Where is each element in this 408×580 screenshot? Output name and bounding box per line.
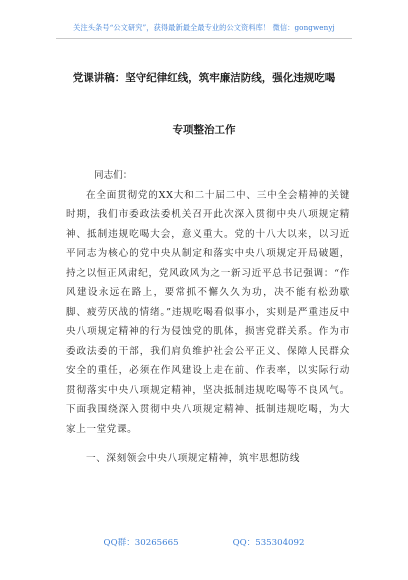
footer-qq: QQ：535304092 xyxy=(232,538,305,548)
header-divider xyxy=(56,38,352,39)
greeting: 同志们： xyxy=(94,170,133,181)
document-body xyxy=(66,166,350,469)
footer-qq-group: QQ群：30265665 xyxy=(103,538,179,548)
section-heading: 一、深刻领会中央八项规定精神，筑牢思想防线 xyxy=(86,453,301,464)
body-paragraph: 在全面贯彻党的XX大和二十届二中、三中全会精神的关键时期，我们市委政法委机关召开此次深入贯彻中央八项规定精神、抵制违规吃喝大会，意义重大。党的十八大以来，以习近平同志为核心的党中央从制定和落实中央八项规定开局破题，持之以恒正风肃纪，党风政风为之一新习近平总书记强调：“作风建设永远在路上，要常抓不懈久久为功，决不能有松劲歇脚、疲劳厌战的情绪。”违规吃喝看似事小，实则是严重违反中央八项规定精神的行为侵蚀党的肌体，损害党群关系。作为市委政法委的干部，我们肩负维护社会公平正义、保障人民群众安全的重任，必须在作风建设上走在前、作表率，以实际行动贯彻落实中央八项规定精神，坚决抵制违规吃喝等不良风气。下面我围绕深入贯彻中央八项规定精神、抵制违规吃喝，为大家上一堂党课。 xyxy=(66,189,350,435)
header-banner: 关注头条号“公文研究”，获得最新最全最专业的公文资料库！ 微信：gongwenyj xyxy=(73,23,335,32)
document-title-continued: 专项整治工作 xyxy=(172,124,236,136)
footer-contact xyxy=(0,536,408,548)
document-title: 党课讲稿：坚守纪律红线，筑牢廉洁防线，强化违规吃喝 xyxy=(72,72,336,84)
